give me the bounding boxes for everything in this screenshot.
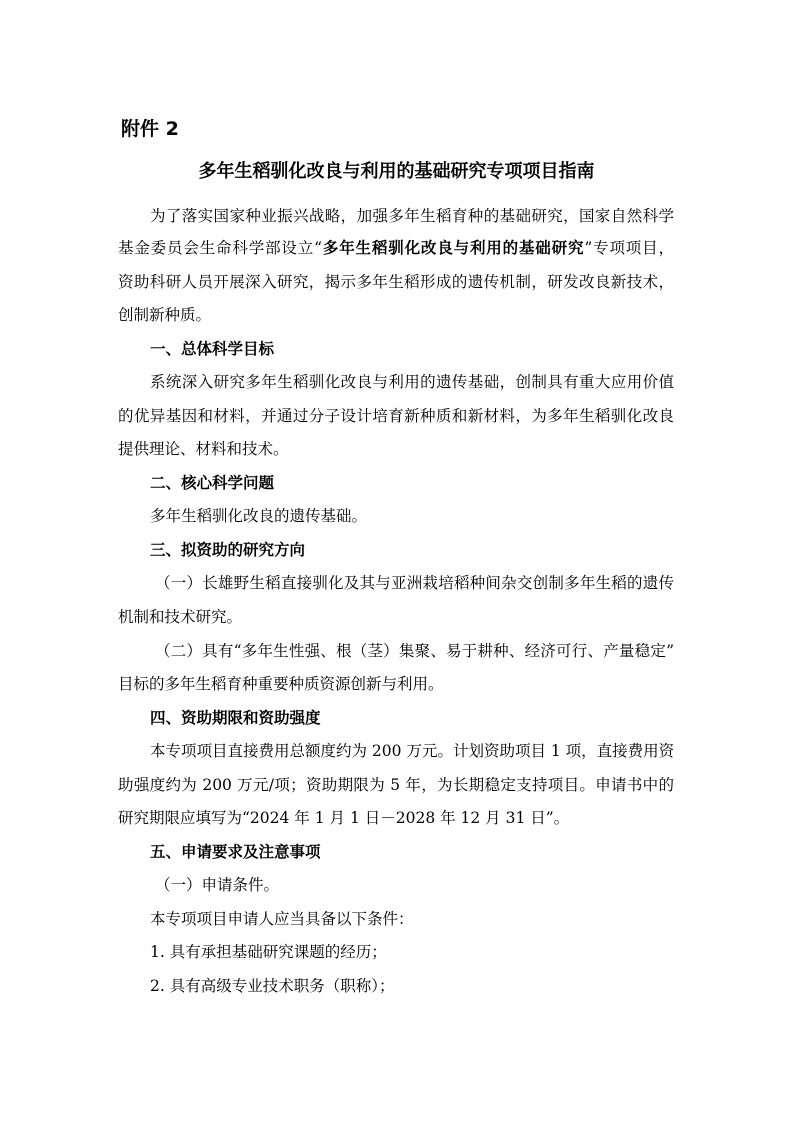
project-name-bold: 多年生稻驯化改良与利用的基础研究 (322, 239, 585, 257)
section-5-sub-1: （一）申请条件。 (155, 876, 280, 894)
section-1-line-2: 的优异基因和材料，并通过分子设计培育新种质和新材料，为多年生稻驯化改良 (118, 407, 674, 425)
section-3-heading: 三、拟资助的研究方向 (150, 541, 306, 559)
section-3-item-2-line-1: （二）具有“多年生性强、根（茎）集聚、易于耕种、经济可行、产量稳定” (155, 642, 674, 660)
section-2-line-1: 多年生稻驯化改良的遗传基础。 (150, 507, 368, 525)
section-4-line-2: 助强度约为 200 万元/项；资助期限为 5 年，为长期稳定支持项目。申请书中的 (118, 776, 674, 794)
section-5-item-1: 1. 具有承担基础研究课题的经历； (150, 943, 387, 961)
intro-line-4: 创制新种质。 (118, 306, 212, 324)
section-2-heading: 二、核心科学问题 (150, 474, 275, 492)
section-4-line-3: 研究期限应填写为“2024 年 1 月 1 日－2028 年 12 月 31 日”。 (118, 809, 570, 827)
section-5-heading: 五、申请要求及注意事项 (150, 843, 321, 861)
intro-line-2 (118, 238, 674, 258)
section-3-item-1-line-1: （一）长雄野生稻直接驯化及其与亚洲栽培稻种间杂交创制多年生稻的遗传 (155, 574, 674, 592)
intro-line-2-pre: 基金委员会生命科学部设立“ (118, 239, 323, 257)
section-1-heading: 一、总体科学目标 (150, 340, 275, 358)
document-title: 多年生稻驯化改良与利用的基础研究专项项目指南 (198, 161, 595, 182)
section-3-item-2-line-2: 目标的多年生稻育种重要种质资源创新与利用。 (118, 675, 444, 693)
section-5-item-2: 2. 具有高级专业技术职务（职称）； (150, 977, 395, 995)
attachment-label: 附件 2 (121, 118, 179, 140)
section-3-item-1-line-2: 机制和技术研究。 (118, 608, 243, 626)
section-5-line-1: 本专项项目申请人应当具备以下条件： (150, 910, 414, 928)
section-4-line-1: 本专项项目直接费用总额度约为 200 万元。计划资助项目 1 项，直接费用资 (150, 742, 675, 760)
intro-line-2-post: ”专项项目， (584, 239, 674, 257)
intro-line-3: 资助科研人员开展深入研究，揭示多年生稻形成的遗传机制，研发改良新技术， (118, 273, 674, 291)
section-1-line-1: 系统深入研究多年生稻驯化改良与利用的遗传基础，创制具有重大应用价值 (150, 373, 674, 391)
section-4-heading: 四、资助期限和资助强度 (150, 709, 321, 727)
section-1-line-3: 提供理论、材料和技术。 (118, 440, 289, 458)
intro-line-1: 为了落实国家种业振兴战略，加强多年生稻育种的基础研究，国家自然科学 (150, 207, 674, 225)
